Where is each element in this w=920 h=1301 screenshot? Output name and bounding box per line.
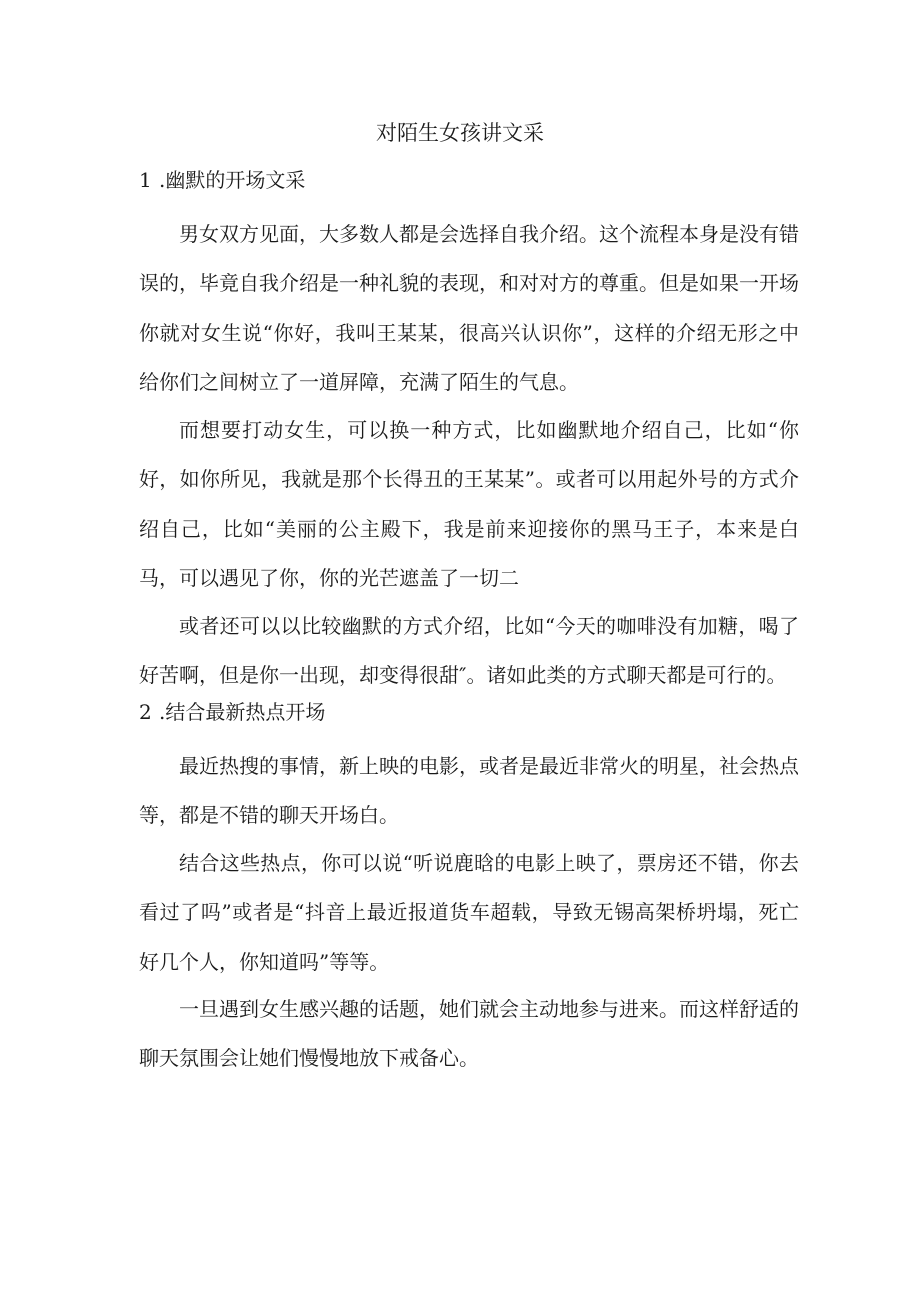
section-heading-1 [139,165,305,195]
section-heading-text: .结合最新热点开场 [159,700,326,724]
paragraph: 或者还可以以比较幽默的方式介绍，比如“今天的咖啡没有加糖，喝了好苦啊，但是你一出现，却变得很甜″。诸如此类的方式聊天都是可行的。 [139,614,799,688]
paragraph: 最近热搜的事情，新上映的电影，或者是最近非常火的明星，社会热点等，都是不错的聊天开场白。 [139,754,799,828]
section-number: 1 [139,168,152,192]
section-heading-text: .幽默的开场文采 [159,168,306,192]
paragraph: 结合这些热点，你可以说“听说鹿晗的电影上映了，票房还不错，你去看过了吗”或者是“抖音上最近报道货车超载，导致无锡高架桥坍塌，死亡好几个人，你知道吗”等等。 [139,851,799,974]
paragraph: 而想要打动女生，可以换一种方式，比如幽默地介绍自己，比如“你好，如你所见，我就是那个长得丑的王某某”。或者可以用起外号的方式介绍自己，比如“美丽的公主殿下，我是前来迎接你的黑马王子，本来是白马，可以遇见了你，你的光芒遮盖了一切二 [139,418,799,590]
paragraph: 男女双方见面，大多数人都是会选择自我介绍。这个流程本身是没有错误的，毕竟自我介绍是一种礼貌的表现，和对对方的尊重。但是如果一开场你就对女生说“你好，我叫王某某，很高兴认识你”，这样的介绍无形之中给你们之间树立了一道屏障，充满了陌生的气息。 [139,222,799,394]
document-title: 对陌生女孩讲文采 [376,121,544,145]
paragraph: 一旦遇到女生感兴趣的话题，她们就会主动地参与进来。而这样舒适的聊天氛围会让她们慢慢地放下戒备心。 [139,997,799,1071]
section-heading-2 [139,697,325,727]
section-number: 2 [139,700,152,724]
